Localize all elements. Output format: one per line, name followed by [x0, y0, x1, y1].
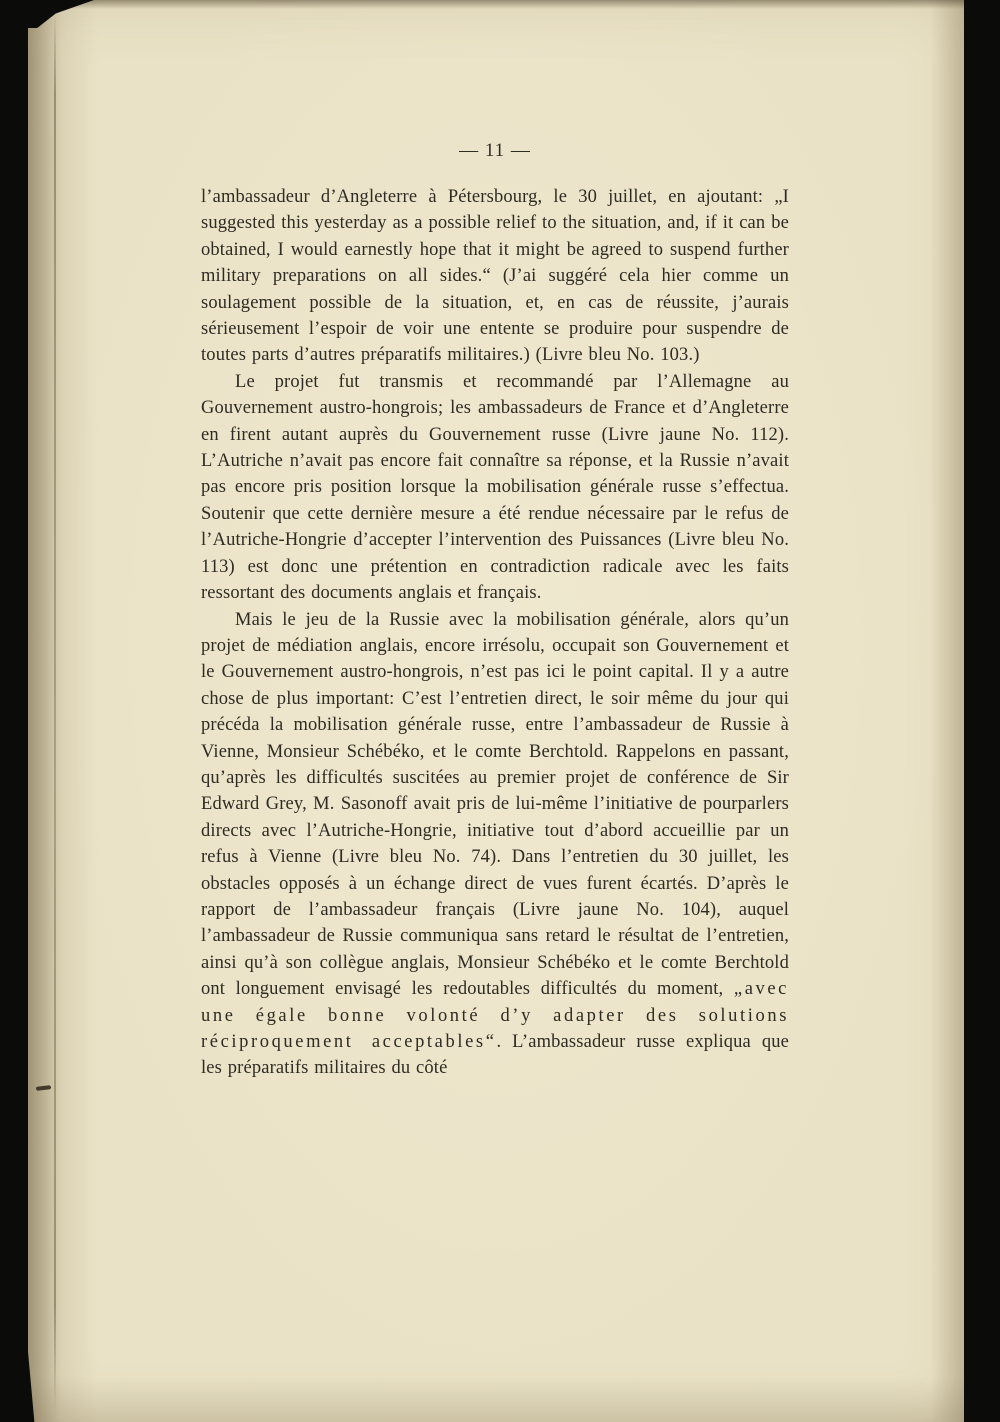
- paragraph: [201, 607, 789, 1082]
- page-number: — 11 —: [459, 140, 531, 161]
- text-segment: Mais le jeu de la Russie avec la mobilisation générale, alors qu’un projet de médiation anglais, encore irrésolu, occupait son Gouvernement et le Gouvernement austro-hongrois, n’est pas ici le point capital. Il y a autre chose de plus important: C’est l’entretien direct, le soir même du jour qui précéda la mobilisation générale russe, entre l’ambassadeur de Russie à Vienne, Monsieur Schébéko, et le comte Berchtold. Rappelons en passant, qu’après les difficultés suscitées au premier projet de conférence de Sir Edward Grey, M. Sasonoff avait pris de lui-même l’initiative de pourparlers directs avec l’Autriche-Hongrie, initiative tout d’abord accueillie par un refus à Vienne (Livre bleu No. 74). Dans l’entretien du 30 juillet, les obstacles opposés à un échange direct de vues furent écartés. D’après le rapport de l’ambassadeur français (Livre jaune No. 104), auquel l’ambassadeur de Russie communiqua sans retard le résultat de l’entretien, ainsi qu’à son collègue anglais, Monsieur Schébéko et le comte Berchtold ont longuement envisagé les redoutables difficultés du moment,: [201, 609, 789, 1000]
- text-segment: . L’ambassadeur russe expliqua que les préparatifs militaires du côté: [201, 1032, 789, 1079]
- emphasized-text-segment: „avec une égale bonne volonté d’y adapter des solutions réciproquement acceptables“: [201, 979, 789, 1052]
- text-segment: Le projet fut transmis et recommandé par l’Allemagne au Gouvernement austro-hongrois; les ambassadeurs de France et d’Angleterre en firent autant auprès du Gouvernement russe (Livre jaune No. 112). L’Autriche n’avait pas encore fait connaître sa réponse, et la Russie n’avait pas encore pris position lorsque la mobilisation générale russe s’effectua. Soutenir que cette dernière mesure a été rendue nécessaire par le refus de l’Autriche-Hongrie d’accepter l’intervention des Puissances (Livre bleu No. 113) est donc une prétention en contradiction radicale avec les faits ressortant des documents anglais et français.: [201, 371, 789, 604]
- text-segment: l’ambassadeur d’Angleterre à Pétersbourg, le 30 juillet, en ajoutant: „I suggested this yesterday as a possible relief to the situation, and, if it can be obtained, I would earnestly hope that it might be agreed to suspend further military preparations on all sides.“ (J’ai suggéré cela hier comme un soulagement possible de la situation, et, en cas de réussite, j’aurais sérieusement l’espoir de voir une entente se produire pour suspendre de toutes parts d’autres préparatifs militaires.) (Livre bleu No. 103.): [201, 187, 789, 366]
- text-block: [201, 140, 789, 1082]
- book-page: [28, 0, 964, 1422]
- paragraph: [201, 369, 789, 607]
- spine-shadow: [28, 0, 62, 1422]
- paragraph: [201, 184, 789, 369]
- spine-fold-line: [54, 10, 56, 1416]
